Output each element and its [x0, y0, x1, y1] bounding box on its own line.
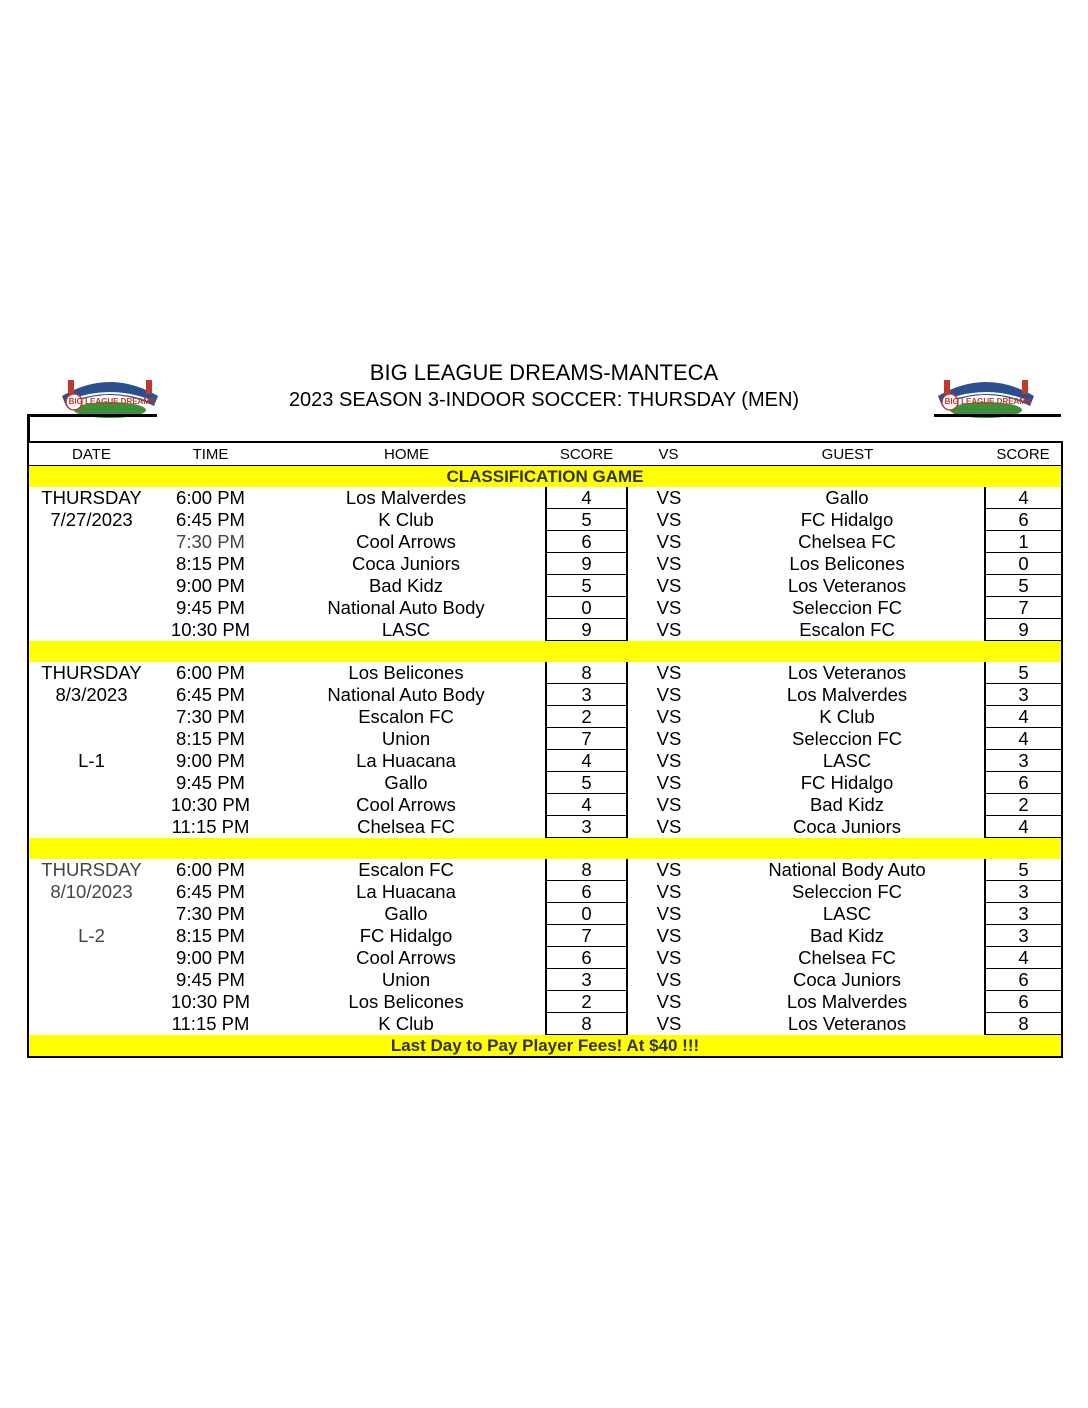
game-row [28, 509, 1062, 531]
game-time: 7:30 PM [176, 531, 245, 552]
vs-label: VS [656, 969, 682, 990]
vs-label: VS [656, 816, 682, 837]
guest-score: 2 [985, 794, 1062, 816]
home-score: 8 [546, 662, 627, 684]
date-label [28, 991, 154, 1013]
date-label [28, 816, 154, 838]
home-team: Union [381, 728, 431, 749]
game-row [28, 531, 1062, 553]
game-time: 6:45 PM [176, 684, 245, 705]
home-team: Los Malverdes [345, 487, 467, 509]
col-home: HOME [267, 442, 546, 466]
home-team: Cool Arrows [356, 794, 456, 815]
date-label [28, 903, 154, 925]
home-team: Cool Arrows [356, 947, 456, 968]
vs-label: VS [656, 881, 682, 902]
home-score: 0 [546, 903, 627, 925]
guest-team: LASC [822, 750, 872, 771]
home-team: Cool Arrows [356, 531, 456, 552]
game-time: 9:45 PM [176, 597, 245, 618]
game-time: 7:30 PM [176, 903, 245, 924]
date-label: L-1 [78, 750, 105, 771]
vs-label: VS [656, 794, 682, 815]
game-row [28, 925, 1062, 947]
date-label: 8/10/2023 [50, 881, 133, 902]
header-rule [27, 414, 157, 417]
vs-label: VS [656, 706, 682, 727]
guest-score: 5 [985, 859, 1062, 881]
guest-score: 9 [985, 619, 1062, 641]
game-row [28, 1013, 1062, 1035]
game-time: 9:45 PM [176, 772, 245, 793]
home-team: La Huacana [356, 750, 456, 771]
home-score: 5 [546, 575, 627, 597]
game-time: 6:00 PM [176, 662, 245, 684]
vs-label: VS [656, 991, 682, 1012]
home-team: National Auto Body [327, 597, 485, 618]
game-row [28, 750, 1062, 772]
week-separator [28, 838, 1062, 860]
home-team: Escalon FC [358, 859, 454, 881]
game-time: 6:45 PM [176, 881, 245, 902]
guest-team: LASC [822, 903, 872, 924]
guest-team: Los Veteranos [787, 575, 907, 596]
guest-team: FC Hidalgo [800, 509, 894, 530]
guest-score: 6 [985, 772, 1062, 794]
home-team: National Auto Body [327, 684, 485, 705]
game-row [28, 816, 1062, 838]
guest-score: 8 [985, 1013, 1062, 1035]
vs-label: VS [656, 728, 682, 749]
game-row [28, 553, 1062, 575]
separator-cell [28, 641, 1062, 663]
guest-score: 6 [985, 991, 1062, 1013]
date-label: 8/3/2023 [55, 684, 128, 705]
col-score-guest: SCORE [985, 442, 1062, 466]
column-header-row [28, 442, 1062, 466]
date-label [28, 794, 154, 816]
game-row [28, 619, 1062, 641]
guest-team: Coca Juniors [793, 969, 901, 990]
game-row [28, 728, 1062, 750]
guest-team: Chelsea FC [798, 531, 896, 552]
guest-team: FC Hidalgo [800, 772, 894, 793]
game-time: 7:30 PM [176, 706, 245, 727]
vs-label: VS [656, 487, 682, 509]
guest-score: 3 [985, 750, 1062, 772]
logo-text: BIG LEAGUE DREAMS [944, 397, 1032, 406]
guest-team: Los Veteranos [787, 1013, 907, 1034]
guest-score: 4 [985, 706, 1062, 728]
guest-team: National Body Auto [768, 859, 926, 881]
game-time: 6:45 PM [176, 509, 245, 530]
vs-label: VS [656, 619, 682, 640]
vs-label: VS [656, 925, 682, 946]
vs-label: VS [656, 662, 682, 684]
home-score: 3 [546, 684, 627, 706]
game-row [28, 991, 1062, 1013]
date-label [28, 597, 154, 619]
guest-team: Los Veteranos [787, 662, 907, 684]
home-score: 8 [546, 859, 627, 881]
guest-score: 5 [985, 575, 1062, 597]
home-score: 5 [546, 772, 627, 794]
col-guest: GUEST [710, 442, 985, 466]
home-score: 3 [546, 816, 627, 838]
home-score: 2 [546, 706, 627, 728]
guest-score: 0 [985, 553, 1062, 575]
vs-label: VS [656, 1013, 682, 1034]
guest-score: 5 [985, 662, 1062, 684]
banner-text: CLASSIFICATION GAME [28, 466, 1062, 488]
vs-label: VS [656, 947, 682, 968]
date-label [28, 531, 154, 553]
home-team: Los Belicones [348, 991, 464, 1012]
home-team: La Huacana [356, 881, 456, 902]
footer-text: Last Day to Pay Player Fees! At $40 !!! [28, 1035, 1062, 1058]
game-time: 11:15 PM [171, 816, 250, 837]
home-team: K Club [378, 1013, 434, 1034]
home-team: Union [381, 969, 431, 990]
vs-label: VS [656, 553, 682, 574]
page-subtitle: 2023 SEASON 3-INDOOR SOCCER: THURSDAY (MEN) [288, 389, 800, 411]
home-score: 6 [546, 881, 627, 903]
game-row [28, 487, 1062, 509]
game-time: 11:15 PM [171, 1013, 250, 1034]
home-score: 6 [546, 531, 627, 553]
guest-team: Bad Kidz [809, 794, 885, 815]
game-time: 10:30 PM [170, 794, 251, 815]
game-time: 6:00 PM [176, 859, 245, 881]
home-team: Los Belicones [348, 662, 464, 684]
header-rule-left-edge [27, 414, 30, 441]
date-label [28, 969, 154, 991]
game-row [28, 881, 1062, 903]
game-row [28, 684, 1062, 706]
guest-team: Seleccion FC [791, 728, 902, 749]
guest-team: Bad Kidz [809, 925, 885, 946]
date-label [28, 772, 154, 794]
date-label [28, 728, 154, 750]
home-team: Gallo [384, 903, 428, 924]
guest-team: Escalon FC [799, 619, 895, 640]
game-row [28, 969, 1062, 991]
date-label [28, 1013, 154, 1035]
vs-label: VS [656, 509, 682, 530]
home-score: 6 [546, 947, 627, 969]
date-label [28, 947, 154, 969]
vs-label: VS [656, 903, 682, 924]
game-row [28, 575, 1062, 597]
guest-score: 3 [985, 881, 1062, 903]
home-score: 7 [546, 925, 627, 947]
guest-score: 4 [985, 947, 1062, 969]
date-label [28, 619, 154, 641]
game-time: 8:15 PM [176, 925, 245, 946]
home-score: 7 [546, 728, 627, 750]
home-score: 9 [546, 619, 627, 641]
date-label: THURSDAY [41, 662, 142, 684]
guest-team: Gallo [825, 487, 869, 509]
game-row [28, 794, 1062, 816]
col-date: DATE [28, 442, 154, 466]
guest-team: K Club [819, 706, 875, 727]
col-vs: VS [627, 442, 710, 466]
home-score: 9 [546, 553, 627, 575]
home-team: Coca Juniors [352, 553, 460, 574]
guest-team: Los Malverdes [786, 684, 908, 705]
col-time: TIME [154, 442, 267, 466]
game-row [28, 859, 1062, 881]
footer-banner [28, 1035, 1062, 1058]
separator-cell [28, 838, 1062, 860]
guest-score: 6 [985, 509, 1062, 531]
guest-team: Los Malverdes [786, 991, 908, 1012]
date-label [28, 575, 154, 597]
col-score: SCORE [546, 442, 627, 466]
header-rule [934, 414, 1061, 417]
game-time: 10:30 PM [170, 991, 251, 1012]
game-row [28, 903, 1062, 925]
home-score: 5 [546, 509, 627, 531]
home-team: Chelsea FC [357, 816, 455, 837]
guest-score: 6 [985, 969, 1062, 991]
game-time: 9:00 PM [176, 575, 245, 596]
vs-label: VS [656, 531, 682, 552]
date-label: L-2 [78, 925, 105, 946]
home-score: 4 [546, 487, 627, 509]
week-separator [28, 641, 1062, 663]
home-team: FC Hidalgo [359, 925, 453, 946]
home-team: Bad Kidz [368, 575, 444, 596]
home-score: 4 [546, 750, 627, 772]
vs-label: VS [656, 575, 682, 596]
date-label: 7/27/2023 [50, 509, 133, 530]
page-title: BIG LEAGUE DREAMS-MANTECA [369, 360, 719, 385]
vs-label: VS [656, 684, 682, 705]
schedule-table [27, 441, 1063, 1058]
game-row [28, 597, 1062, 619]
guest-score: 4 [985, 487, 1062, 509]
guest-team: Chelsea FC [798, 947, 896, 968]
game-time: 9:45 PM [176, 969, 245, 990]
classification-banner [28, 466, 1062, 488]
vs-label: VS [656, 597, 682, 618]
vs-label: VS [656, 859, 682, 881]
game-time: 6:00 PM [176, 487, 245, 509]
guest-score: 7 [985, 597, 1062, 619]
logo-text: BIG LEAGUE DREAMS [68, 397, 156, 406]
guest-score: 4 [985, 816, 1062, 838]
vs-label: VS [656, 750, 682, 771]
vs-label: VS [656, 772, 682, 793]
guest-team: Coca Juniors [793, 816, 901, 837]
game-time: 8:15 PM [176, 553, 245, 574]
home-score: 8 [546, 1013, 627, 1035]
home-score: 4 [546, 794, 627, 816]
guest-team: Seleccion FC [791, 881, 902, 902]
home-team: Escalon FC [358, 706, 454, 727]
date-label [28, 553, 154, 575]
game-row [28, 706, 1062, 728]
game-time: 9:00 PM [176, 947, 245, 968]
date-label: THURSDAY [41, 487, 142, 509]
guest-team: Seleccion FC [791, 597, 902, 618]
game-time: 10:30 PM [170, 619, 251, 640]
home-score: 2 [546, 991, 627, 1013]
home-score: 0 [546, 597, 627, 619]
home-team: K Club [378, 509, 434, 530]
home-score: 3 [546, 969, 627, 991]
guest-score: 3 [985, 684, 1062, 706]
game-row [28, 662, 1062, 684]
date-label: THURSDAY [41, 859, 142, 881]
date-label [28, 706, 154, 728]
guest-score: 4 [985, 728, 1062, 750]
game-time: 9:00 PM [176, 750, 245, 771]
home-team: LASC [381, 619, 431, 640]
guest-score: 3 [985, 903, 1062, 925]
game-time: 8:15 PM [176, 728, 245, 749]
guest-score: 1 [985, 531, 1062, 553]
guest-score: 3 [985, 925, 1062, 947]
game-row [28, 947, 1062, 969]
guest-team: Los Belicones [789, 553, 905, 574]
home-team: Gallo [384, 772, 428, 793]
game-row [28, 772, 1062, 794]
